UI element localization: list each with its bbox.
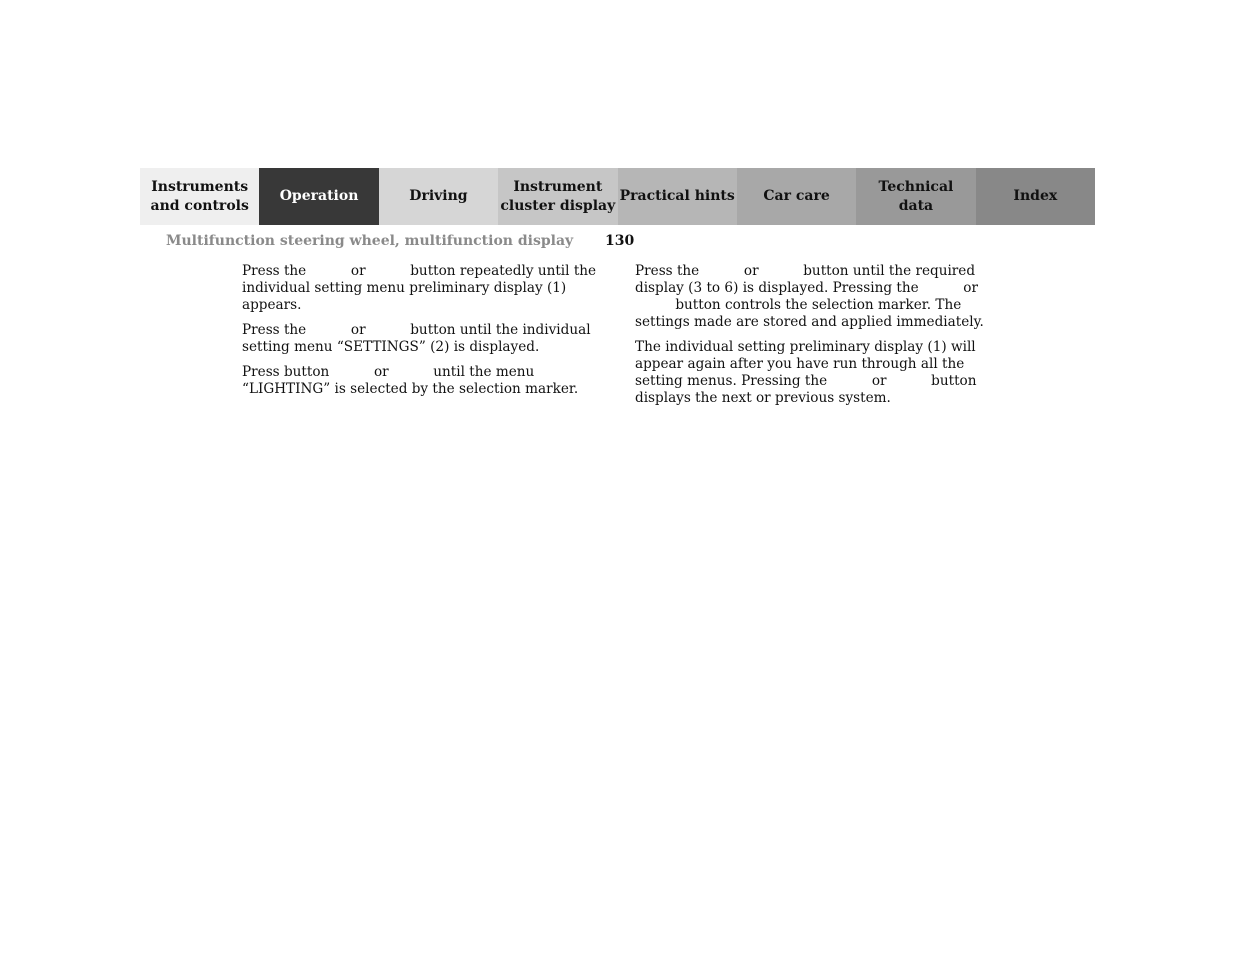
instruction-paragraph	[242, 263, 602, 314]
text-segment: or	[373, 364, 389, 380]
text-segment: or	[350, 322, 366, 338]
tab-car-care[interactable]: Car care	[737, 168, 856, 225]
text-segment: or	[743, 263, 759, 279]
tab-operation[interactable]: Operation	[259, 168, 378, 225]
text-segment: Press button	[242, 364, 330, 380]
text-segment: or	[871, 373, 887, 389]
tab-instruments-and-controls[interactable]: Instruments and controls	[140, 168, 259, 225]
button-symbol-placeholder	[370, 266, 406, 278]
instruction-paragraph	[635, 263, 997, 331]
right-column	[635, 263, 997, 415]
text-segment: or	[350, 263, 366, 279]
button-symbol-placeholder	[311, 266, 347, 278]
button-symbol-placeholder	[635, 300, 671, 312]
left-column	[242, 263, 602, 406]
text-segment: Press the	[242, 263, 307, 279]
button-symbol-placeholder	[704, 266, 740, 278]
text-segment: button repeatedly until the individual setting menu preliminary display (1) appears.	[242, 263, 597, 313]
button-symbol-placeholder	[891, 376, 927, 388]
tab-index[interactable]: Index	[976, 168, 1095, 225]
section-title: Multifunction steering wheel, multifunction display	[166, 233, 574, 249]
tab-practical-hints[interactable]: Practical hints	[618, 168, 737, 225]
text-segment: Press the	[242, 322, 307, 338]
instruction-paragraph	[242, 322, 602, 356]
button-symbol-placeholder	[763, 266, 799, 278]
text-segment: Press the	[635, 263, 700, 279]
button-symbol-placeholder	[832, 376, 868, 388]
button-symbol-placeholder	[311, 325, 347, 337]
instruction-paragraph	[635, 339, 997, 407]
text-segment: The individual setting preliminary display (1) will appear again after you have run through all the setting menus. Pressing the	[635, 339, 976, 389]
text-segment: or	[963, 280, 978, 296]
text-segment: button until the required display (3 to 6) is displayed. Pressing the	[635, 263, 976, 296]
page-number: 130	[605, 233, 635, 249]
text-segment: button displays the next or previous system.	[635, 373, 977, 406]
text-segment: button controls the selection marker. The settings made are stored and applied immediately.	[635, 297, 984, 330]
tab-driving[interactable]: Driving	[379, 168, 498, 225]
text-segment: button until the individual setting menu “SETTINGS” (2) is displayed.	[242, 322, 591, 355]
chapter-tab-bar	[140, 168, 1095, 225]
button-symbol-placeholder	[334, 367, 370, 379]
tab-instrument-cluster-display[interactable]: Instrument cluster display	[498, 168, 617, 225]
button-symbol-placeholder	[923, 283, 959, 295]
button-symbol-placeholder	[370, 325, 406, 337]
instruction-paragraph	[242, 364, 602, 398]
text-segment: until the menu “LIGHTING” is selected by the selection marker.	[242, 364, 579, 397]
button-symbol-placeholder	[393, 367, 429, 379]
tab-technical-data[interactable]: Technical data	[856, 168, 975, 225]
